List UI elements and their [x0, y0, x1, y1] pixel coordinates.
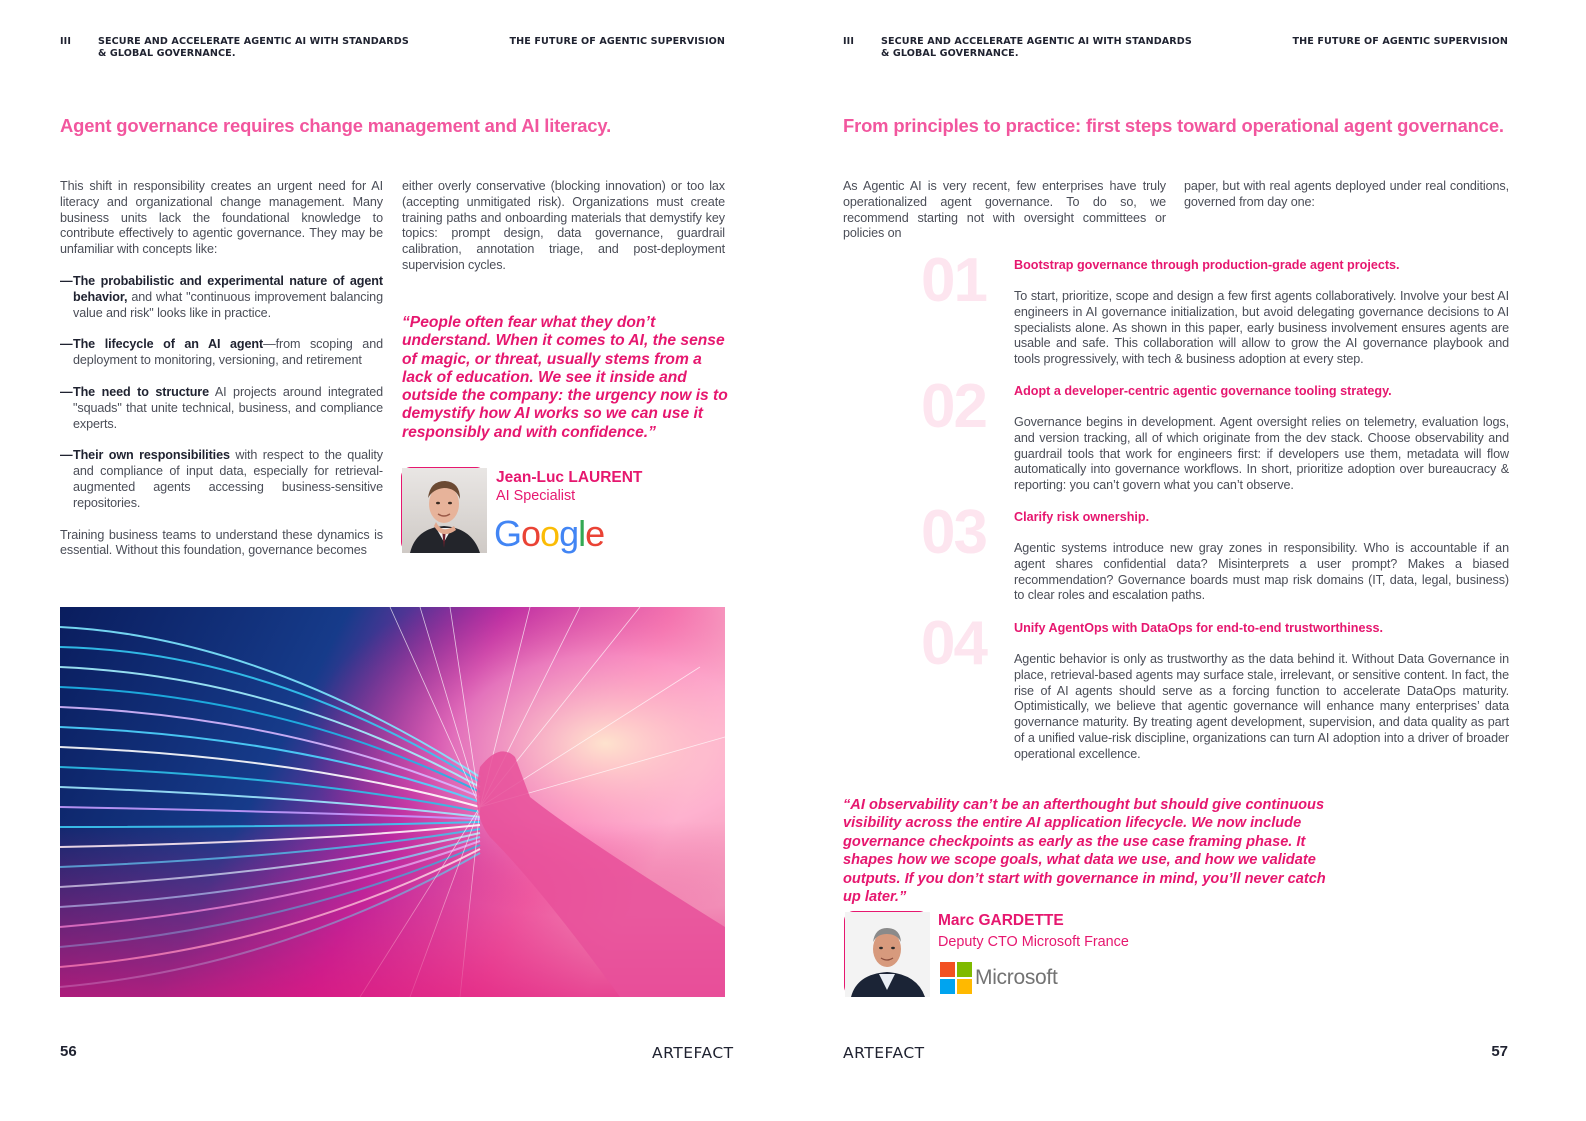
section-number: III — [843, 36, 855, 47]
section-title-line2: & GLOBAL GOVERNANCE. — [881, 48, 1019, 59]
page-title: From principles to practice: first steps toward operational agent governance. — [843, 115, 1504, 136]
google-logo — [494, 512, 605, 556]
section-title-line1: SECURE AND ACCELERATE AGENTIC AI WITH STANDARDS — [98, 36, 409, 47]
portrait-illustration — [845, 912, 930, 997]
list-item — [60, 274, 383, 321]
step-01 — [921, 246, 1509, 378]
step-title: Unify AgentOps with DataOps for end-to-end trustworthiness. — [1014, 621, 1383, 635]
step-number: 01 — [921, 246, 986, 315]
section-title-line2: & GLOBAL GOVERNANCE. — [98, 48, 236, 59]
step-title: Adopt a developer-centric agentic governance tooling strategy. — [1014, 384, 1392, 398]
intro-paragraph: This shift in responsibility creates an urgent need for AI literacy and organizational change management. Many business units lack the foundational knowledge to contribute effectively to agentic governance. They may be unfamiliar with concepts like: — [60, 179, 383, 257]
list-item-text: and what "continuous improvement balancing value and risk" looks like in practice. — [73, 289, 383, 320]
portrait-photo — [401, 467, 486, 552]
list-item — [60, 385, 383, 432]
step-number: 03 — [921, 498, 986, 567]
left-column-1 — [60, 179, 383, 575]
pull-quote: “People often fear what they don’t understand. When it comes to AI, the sense of magic, or threat, usually stems from a lack of education. We see it inside and outside the company: the urgency now is to demystify how AI works so we can use it responsibly and with confidence.” — [402, 314, 728, 441]
page-number: 56 — [60, 1043, 77, 1060]
step-title: Bootstrap governance through production-grade agent projects. — [1014, 258, 1400, 272]
step-number: 04 — [921, 609, 986, 678]
step-text: Agentic systems introduce new gray zones in responsibility. Who is accountable if an agent shares confidential data? Misinterprets a user prompt? Makes a biased recommendation? Governance boards must map risk domains (IT, data, legal, business) to clear roles and escalation paths. — [1014, 541, 1509, 603]
section-title — [881, 36, 1201, 60]
person-name: Marc GARDETTE — [938, 912, 1064, 929]
list-item-text: —from scoping and deployment to monitoring, versioning, and retirement — [73, 337, 384, 368]
light-streaks-hero-image — [60, 607, 725, 997]
step-number: 02 — [921, 372, 986, 441]
list-item-lead: The need to structure — [73, 384, 210, 399]
concept-list — [60, 274, 383, 512]
list-item — [60, 337, 383, 369]
intro-column-2: paper, but with real agents deployed under real conditions, governed from day one: — [1184, 179, 1509, 209]
svg-text:Google: Google — [494, 513, 605, 554]
closing-paragraph-end: either overly conservative (blocking innovation) or too lax (accepting unmitigated risk). Organizations must create training paths and onboarding materials that demystify key topics: prompt design, data governance, guardrail calibration, annotation triage, and post-deployment supervision cycles. — [402, 179, 725, 272]
list-item-text: AI projects around integrated "squads" that unite technical, business, and compliance experts. — [73, 384, 384, 431]
dash-bullet: — — [60, 273, 73, 288]
person-role: Deputy CTO Microsoft France — [938, 934, 1129, 950]
list-item-lead: Their own responsibilities — [73, 448, 230, 463]
page-title: Agent governance requires change management and AI literacy. — [60, 115, 612, 136]
portrait-photo — [844, 911, 929, 996]
left-column-2 — [402, 179, 725, 274]
pull-quote: “AI observability can’t be an afterthought but should give continuous visibility across the entire AI application lifecycle. We now include governance checkpoints as early as the use case framing phase. It shapes how we scope goals, what data we use, and how we validate outputs. If you don’t start with governance in mind, you’ll never catch up later.” — [843, 797, 1326, 906]
dash-bullet: — — [60, 448, 73, 463]
chapter-title: THE FUTURE OF AGENTIC SUPERVISION — [1292, 36, 1508, 47]
list-item-text: with respect to the quality and compliance of input data, especially for retrieval-augmented agents accessing business-sensitive repositories. — [73, 448, 383, 510]
list-item-lead: The probabilistic and experimental nature of agent behavior, — [73, 273, 383, 304]
chapter-title: THE FUTURE OF AGENTIC SUPERVISION — [509, 36, 725, 47]
step-04 — [921, 609, 1509, 761]
section-title-line1: SECURE AND ACCELERATE AGENTIC AI WITH STANDARDS — [881, 36, 1192, 47]
person-role: AI Specialist — [496, 488, 576, 504]
dash-bullet: — — [60, 384, 73, 399]
closing-paragraph-start: Training business teams to understand these dynamics is essential. Without this foundation, governance becomes — [60, 527, 383, 558]
hero-illustration — [60, 607, 725, 997]
list-item-lead: The lifecycle of an AI agent — [73, 337, 264, 352]
section-title — [98, 36, 418, 60]
step-02 — [921, 372, 1509, 504]
intro-column-1: As Agentic AI is very recent, few enterprises have truly operationalized agent governance. To do so, we recommend starting not with oversight committees or policies on — [843, 179, 1166, 241]
step-text: To start, prioritize, scope and design a few first agents collaboratively. Involve your best AI engineers in AI governance initialization, but avoid delegating governance decisions to AI specialists alone. As shown in this paper, early business involvement ensures agents are usable and safe. This collaboration will allow to grow the AI governance playbook and tools progressively, with tech & business adoption at every step. — [1014, 289, 1509, 367]
step-03 — [921, 498, 1509, 630]
artefact-logo: ARTEFACT — [843, 1044, 925, 1062]
right-page — [793, 0, 1586, 1121]
step-text: Agentic behavior is only as trustworthy as the data behind it. Without Data Governance in place, retrieval-based agents may surface stale, irrelevant, or sensitive content. In fact, the rise of AI agents should serve as a forcing function to accelerate DataOps maturity. Optimistically, we believe that agentic governance will enhance many enterprises’ data governance maturity. By treating agent development, supervision, and data quality as part of a unified value-risk discipline, organizations can turn AI adoption into a driver of broader operational excellence. — [1014, 652, 1509, 761]
microsoft-logo — [940, 962, 1057, 994]
step-text: Governance begins in development. Agent oversight relies on telemetry, evaluation logs, and version tracking, all of which originate from the dev stack. Choose observability and guardrail tools that work for engineers first: if developers use them, metadata will flow automatically into governance workflows. In short, prioritize adoption over bureaucracy & reporting: you can’t govern what you can’t observe. — [1014, 415, 1509, 493]
microsoft-squares-icon — [940, 962, 972, 994]
step-title: Clarify risk ownership. — [1014, 510, 1150, 524]
list-item — [60, 448, 383, 511]
person-name: Jean-Luc LAURENT — [496, 469, 643, 486]
portrait-illustration — [402, 468, 487, 553]
page-number: 57 — [1491, 1043, 1508, 1060]
artefact-logo: ARTEFACT — [652, 1044, 734, 1062]
section-number: III — [60, 36, 72, 47]
dash-bullet: — — [60, 337, 73, 352]
microsoft-wordmark: Microsoft — [975, 966, 1058, 989]
